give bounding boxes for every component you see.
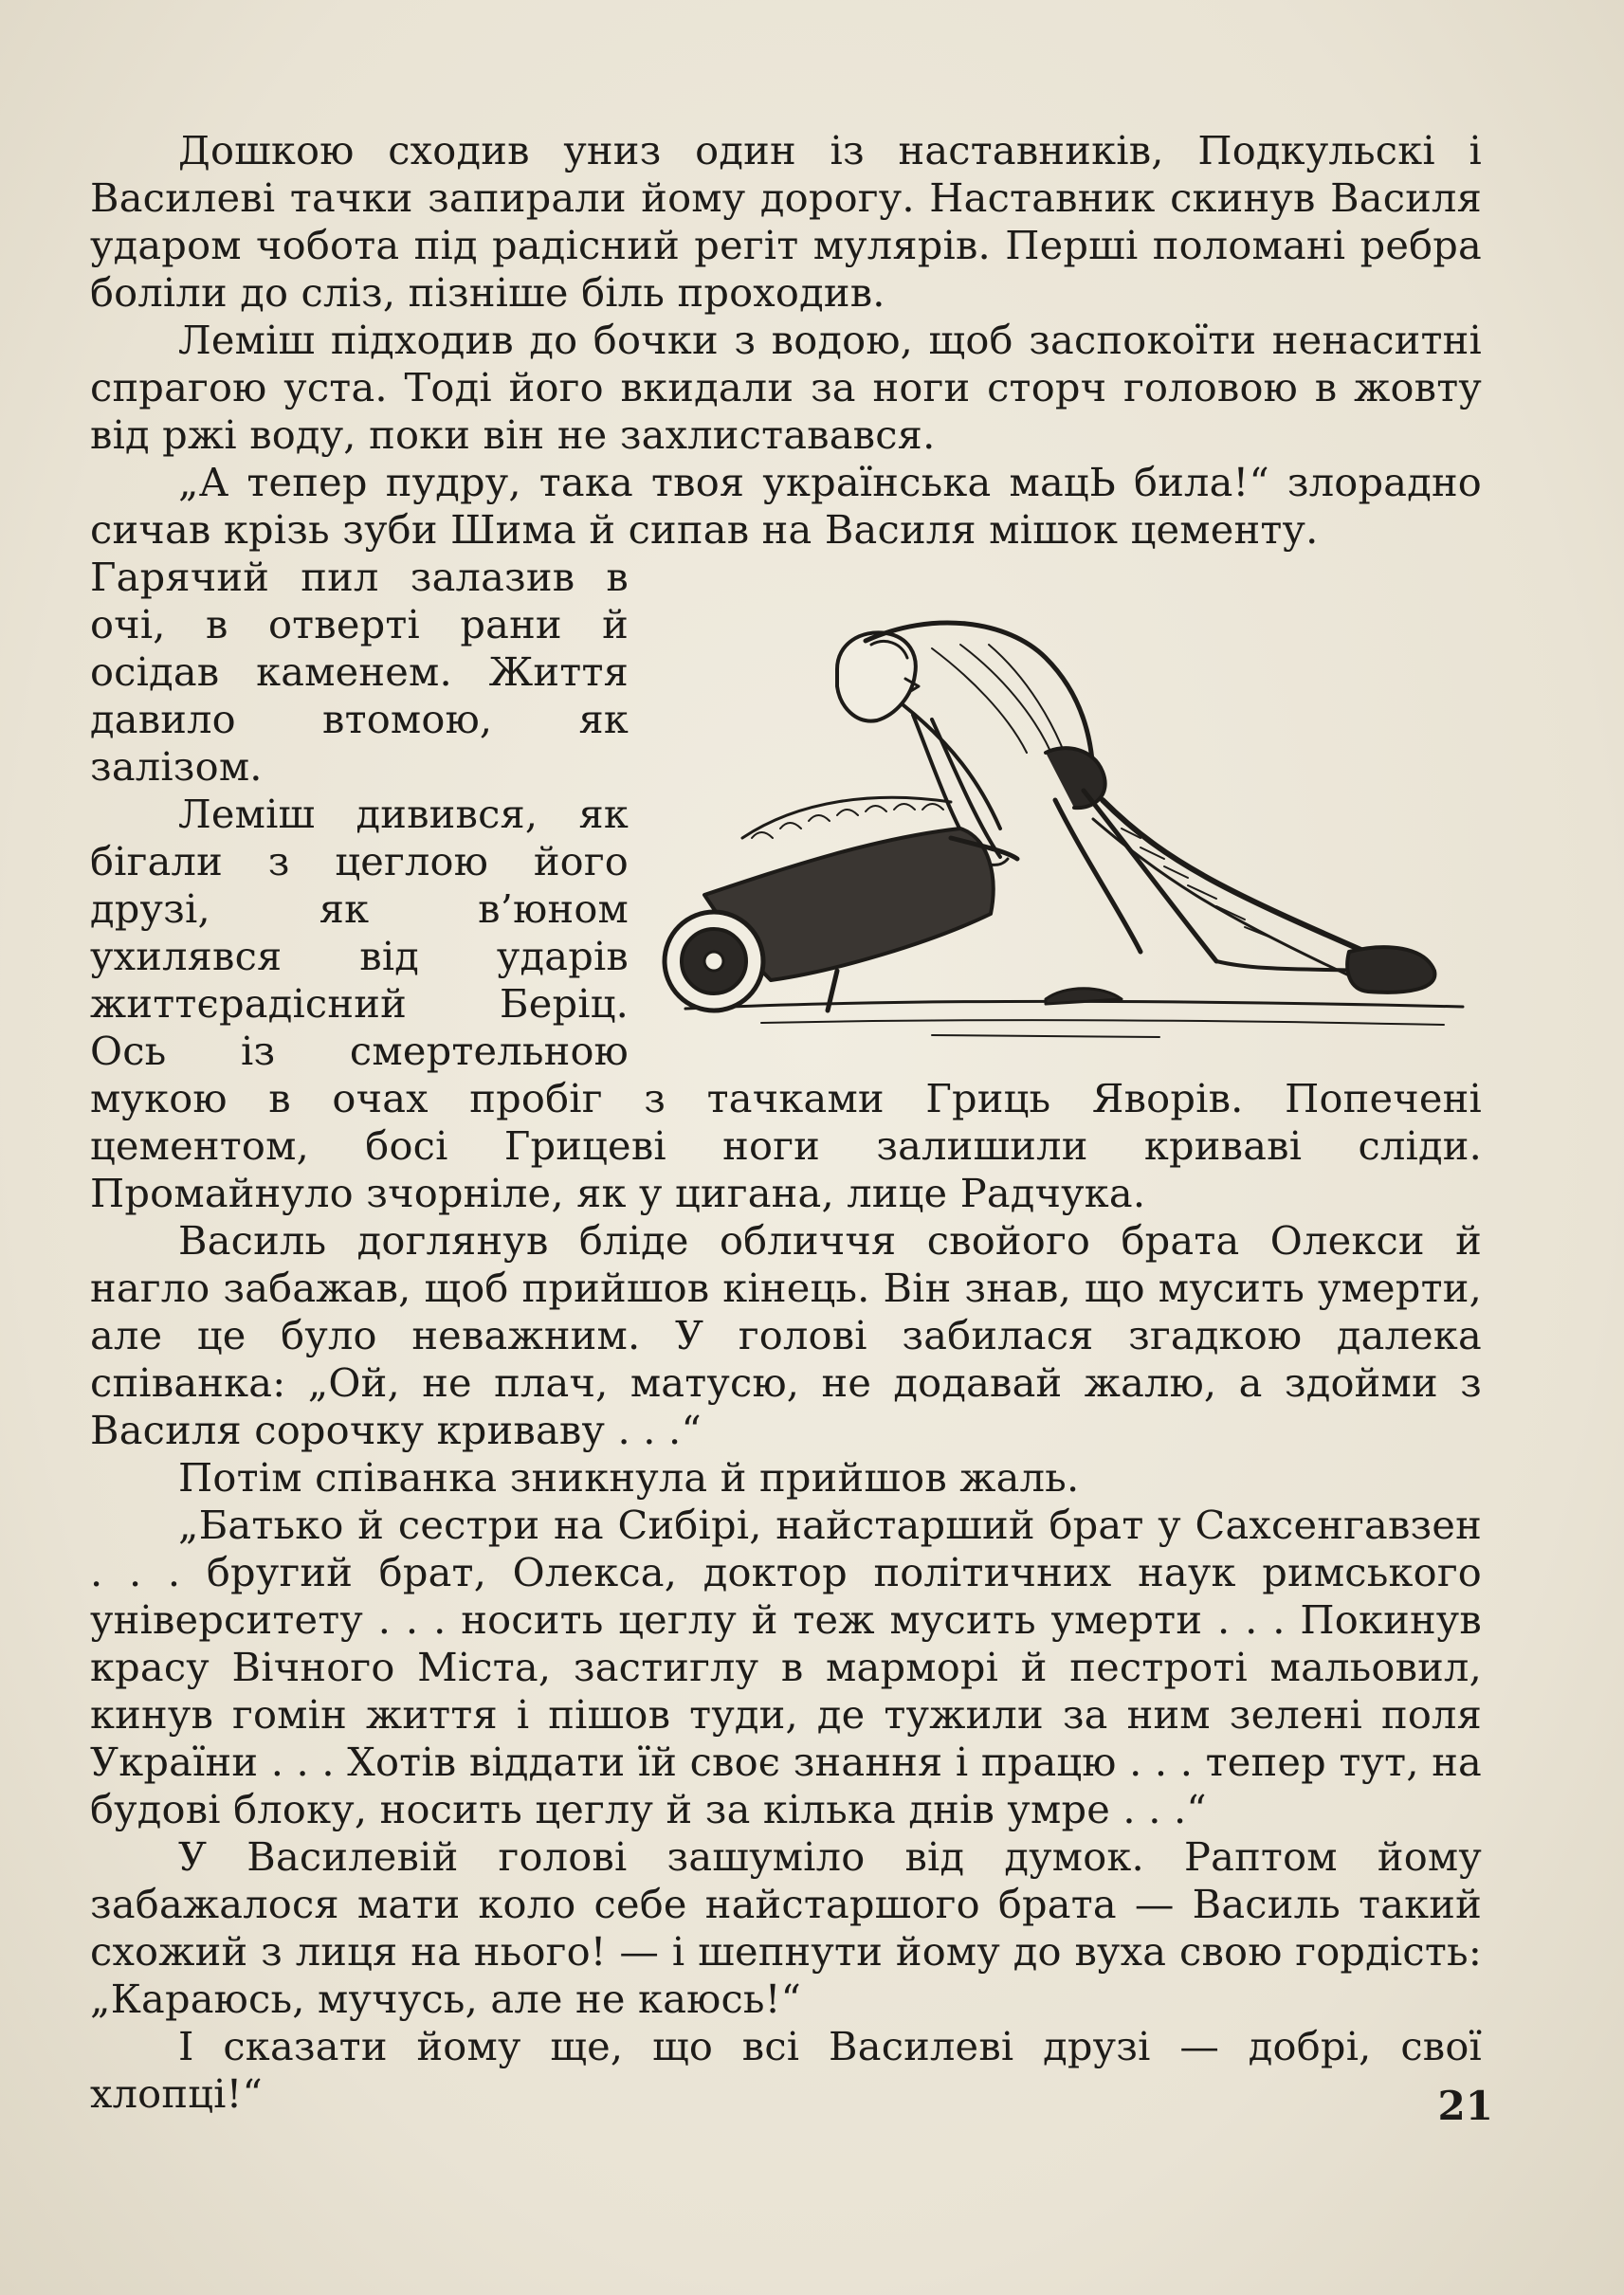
paragraph-6: Василь доглянув бліде обличчя свойого брата Олекси й нагло забажав, щоб прийшов кінець. Він знав, що мусить умерти, але це було неважним. У голові забилася згадкою далека співанка: „Ой, не плач, матусю, не додавай жалю, а здойми з Василя сорочку криваву . . .“	[90, 1217, 1482, 1453]
paragraph-8: „Батько й сестри на Сибірі, найстарший брат у Сахсенгавзен . . . бругий брат, Олекса, доктор політичних наук римського університету . . . носить цеглу й теж мусить умерти . . . Покинув красу Вічного Міста, застиглу в марморі й пестроті мальовил, кинув гомін життя і пішов туди, де тужили за ним зелені поля України . . . Хотів віддати їй своє знання і працю . . . тепер тут, на будові блоку, носить цеглу й за кілька днів умре . . .“	[90, 1502, 1482, 1832]
paragraph-10: І сказати йому ще, що всі Василеві друзі — добрі, свої хлопці!“	[90, 2023, 1482, 2117]
page-number: 21	[1437, 2083, 1493, 2129]
paragraph-7: Потім співанка зникнула й прийшов жаль.	[178, 1454, 1080, 1501]
paragraph-4: Гарячий пил залазив в очі, в отверті рани й осідав каменем. Життя давило втомою, як залізом.	[90, 554, 629, 790]
paragraph-1: Дошкою сходив униз один із наставників, Подкульскі і Василеві тачки запирали йому дорогу. Наставник скинув Василя ударом чобота під радісний регіт мулярів. Перші поломані ребра боліли до сліз, пізніше біль проходив.	[90, 127, 1482, 316]
paragraph-2: Леміш підходив до бочки з водою, щоб заспокоїти ненаситні спрагою уста. Тоді його вкидали за ноги сторч головою в жовту від ржі воду, поки він не захлиставався.	[90, 317, 1482, 458]
illustration-man-with-wheelbarrow	[648, 554, 1482, 1070]
paragraph-5: Леміш дивився, як бігали з цеглою його друзі, як в’юном ухилявся від ударів життєрадісний Беріц. Ось із смертельною мукою в очах пробіг з тачками Гриць Яворів. Попечені цементом, босі Грицеві ноги залишили криваві сліди. Промайнуло зчорніле, як у цигана, лице Радчука.	[90, 791, 1482, 1216]
wheelbarrow-drawing	[648, 554, 1482, 1070]
paragraph-3: „А тепер пудру, така твоя українська мацЬ била!“ злорадно сичав крізь зуби Шима й сипав на Василя мішок цементу.	[90, 459, 1482, 553]
paragraph-9: У Василевій голові зашуміло від думок. Раптом йому забажалося мати коло себе найстаршого брата — Василь такий схожий з лиця на нього! — і шепнути йому до вуха свою гордість: „Караюсь, мучусь, але не каюсь!“	[90, 1833, 1482, 2022]
body-text	[90, 127, 1482, 2118]
